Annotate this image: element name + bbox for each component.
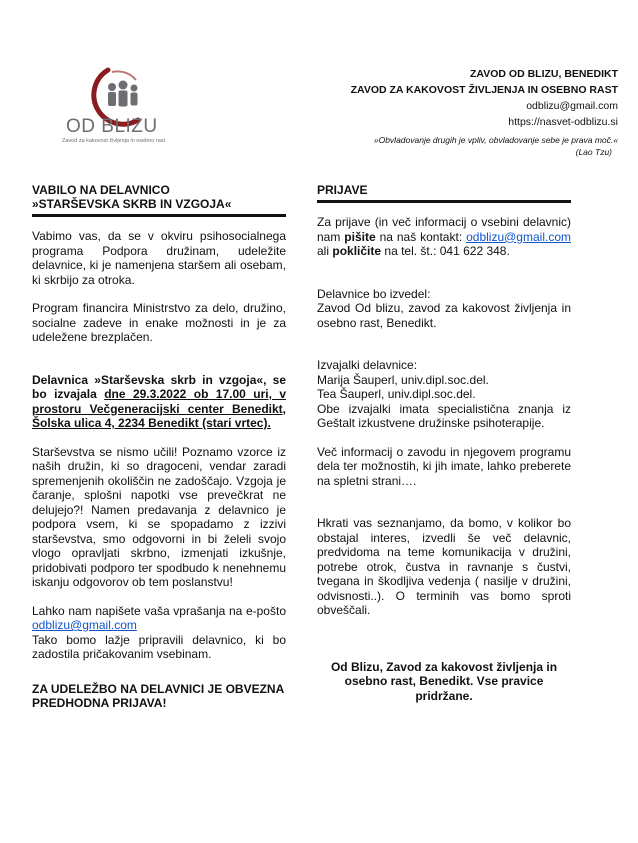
signup-text-2: na naš kontakt:: [379, 229, 463, 244]
leaders-title: Izvajalki delavnice:: [317, 358, 418, 372]
leaders-note: Obe izvajalki imata specialistična znanja iz Geštalt izkustvene družinske psihoterapije.: [317, 401, 571, 430]
motto-quote: »Obvladovanje drugih je vpliv, obvladovanje sebe je prava moč.«: [373, 135, 618, 145]
signup-divider: [317, 200, 571, 203]
copyright-footer: Od Blizu, Zavod za kakovost življenja in osebno rast, Benedikt. Vse pravice pridržane.: [330, 659, 558, 703]
logo-subtitle: Zavod za kakovost življenja in osebno rast: [62, 138, 166, 144]
organization-info: [238, 66, 618, 130]
leader-1: Marija Šauperl, univ.dipl.soc.del.: [317, 372, 489, 387]
funding-note: Program financira Ministrstvo za delo, družino, socialne zadeve in enake možnosti in je za udeležene brezplačen.: [32, 301, 286, 344]
org-fullname: ZAVOD ZA KAKOVOST ŽIVLJENJA IN OSEBNO RAST: [350, 84, 618, 96]
signup-title: PRIJAVE: [317, 183, 368, 197]
led-by-org: Zavod Od blizu, zavod za kakovost življenja in osebno rast, Benedikt.: [317, 301, 571, 330]
invitation-title-line1: VABILO NA DELAVNICO: [32, 183, 170, 197]
mandatory-signup-notice: ZA UDELEŽBO NA DELAVNICI JE OBVEZNA PREDHODNA PRIJAVA!: [32, 681, 284, 710]
motto-author: (Lao Tzu): [575, 147, 612, 157]
signup-text-1: Za prijave (in več informacij o vsebini delavnic) nam: [317, 215, 571, 244]
event-date-location: dne 29.3.2022 ob 17.00 uri, v prostoru Večgeneracijski center Benedikt, Šolska ulica 4, 2234 Benedikt (stari vrtec).: [32, 387, 287, 430]
signup-phone: na tel. št.: 041 622 348.: [384, 244, 510, 258]
logo: [56, 62, 196, 152]
motto: [258, 134, 618, 158]
invitation-body: Starševstva se nismo učili! Poznamo vzorce iz naših družin, ki so dragoceni, vendar zaradi spremenjenih okoliščin ne zadoščajo. Vzgoja je čaranje, splošni napotki vse prevečkrat ne delujejo?! Namen predavanja z delavnico je podpora vsem, ki se spopadamo z izzivi starševstva, smo odgovorni in bi želeli svojo vlogo opravljati skrbno, izmenjati izkušnje, pridobivati podporo ter spodbudo k nenehnemu iskanju odgovorov ob tem poslanstvu!: [32, 444, 286, 589]
signup-text-3: ali: [317, 244, 330, 258]
questions-email-link[interactable]: odblizu@gmail.com: [32, 618, 137, 632]
signup-column: [317, 183, 571, 703]
event-details: [32, 373, 286, 431]
org-website[interactable]: https://nasvet-odblizu.si: [508, 116, 618, 128]
questions-lead: Lahko nam napišete vaša vprašanja na e-pošto: [32, 603, 286, 618]
invitation-intro: Vabimo vas, da se v okviru psihosocialnega programa Podpora družinam, udeležite delavnice, ki je namenjena staršem ali osebam, ki skrbijo za otroka.: [32, 229, 286, 287]
signup-email-link[interactable]: odblizu@gmail.com: [466, 229, 571, 244]
questions-tail: Tako bomo lažje pripravili delavnico, ki bo zadostila pričakovanim vsebinam.: [32, 632, 286, 661]
questions-note: [32, 604, 286, 662]
org-email[interactable]: odblizu@gmail.com: [526, 100, 618, 112]
led-by-label: Delavnice bo izvedel:: [317, 286, 431, 301]
invitation-title-line2: »STARŠEVSKA SKRB IN VZGOJA«: [32, 197, 232, 211]
signup-instructions: [317, 215, 571, 259]
signup-call: pokličite: [332, 244, 382, 258]
logo-text: OD BLIZU: [66, 116, 158, 137]
signup-write: pišite: [344, 229, 376, 244]
more-info: Več informacij o zavodu in njegovem programu dela ter možnostih, ki jih imate, lahko preberete na spletni strani….: [317, 444, 571, 488]
leader-2: Tea Šauperl, univ.dipl.soc.del.: [317, 387, 476, 401]
title-divider: [32, 214, 286, 217]
invitation-column: [32, 183, 286, 711]
org-name: ZAVOD OD BLIZU, BENEDIKT: [470, 68, 618, 80]
future-workshops: Hkrati vas seznanjamo, da bomo, v kolikor bo obstajal interes, izvedli še več delavnic, predvidoma na teme komunikacija v družini, potrebe otrok, čustva in ravnanje s čustvi, tvegana in škodljiva vedenja ( nasilje v družini, odvisnosti..). O terminih vas bomo sproti obveščali.: [317, 516, 571, 617]
event-lead: Delavnica »Starševska skrb in vzgoja«, se bo izvajala: [32, 372, 286, 401]
